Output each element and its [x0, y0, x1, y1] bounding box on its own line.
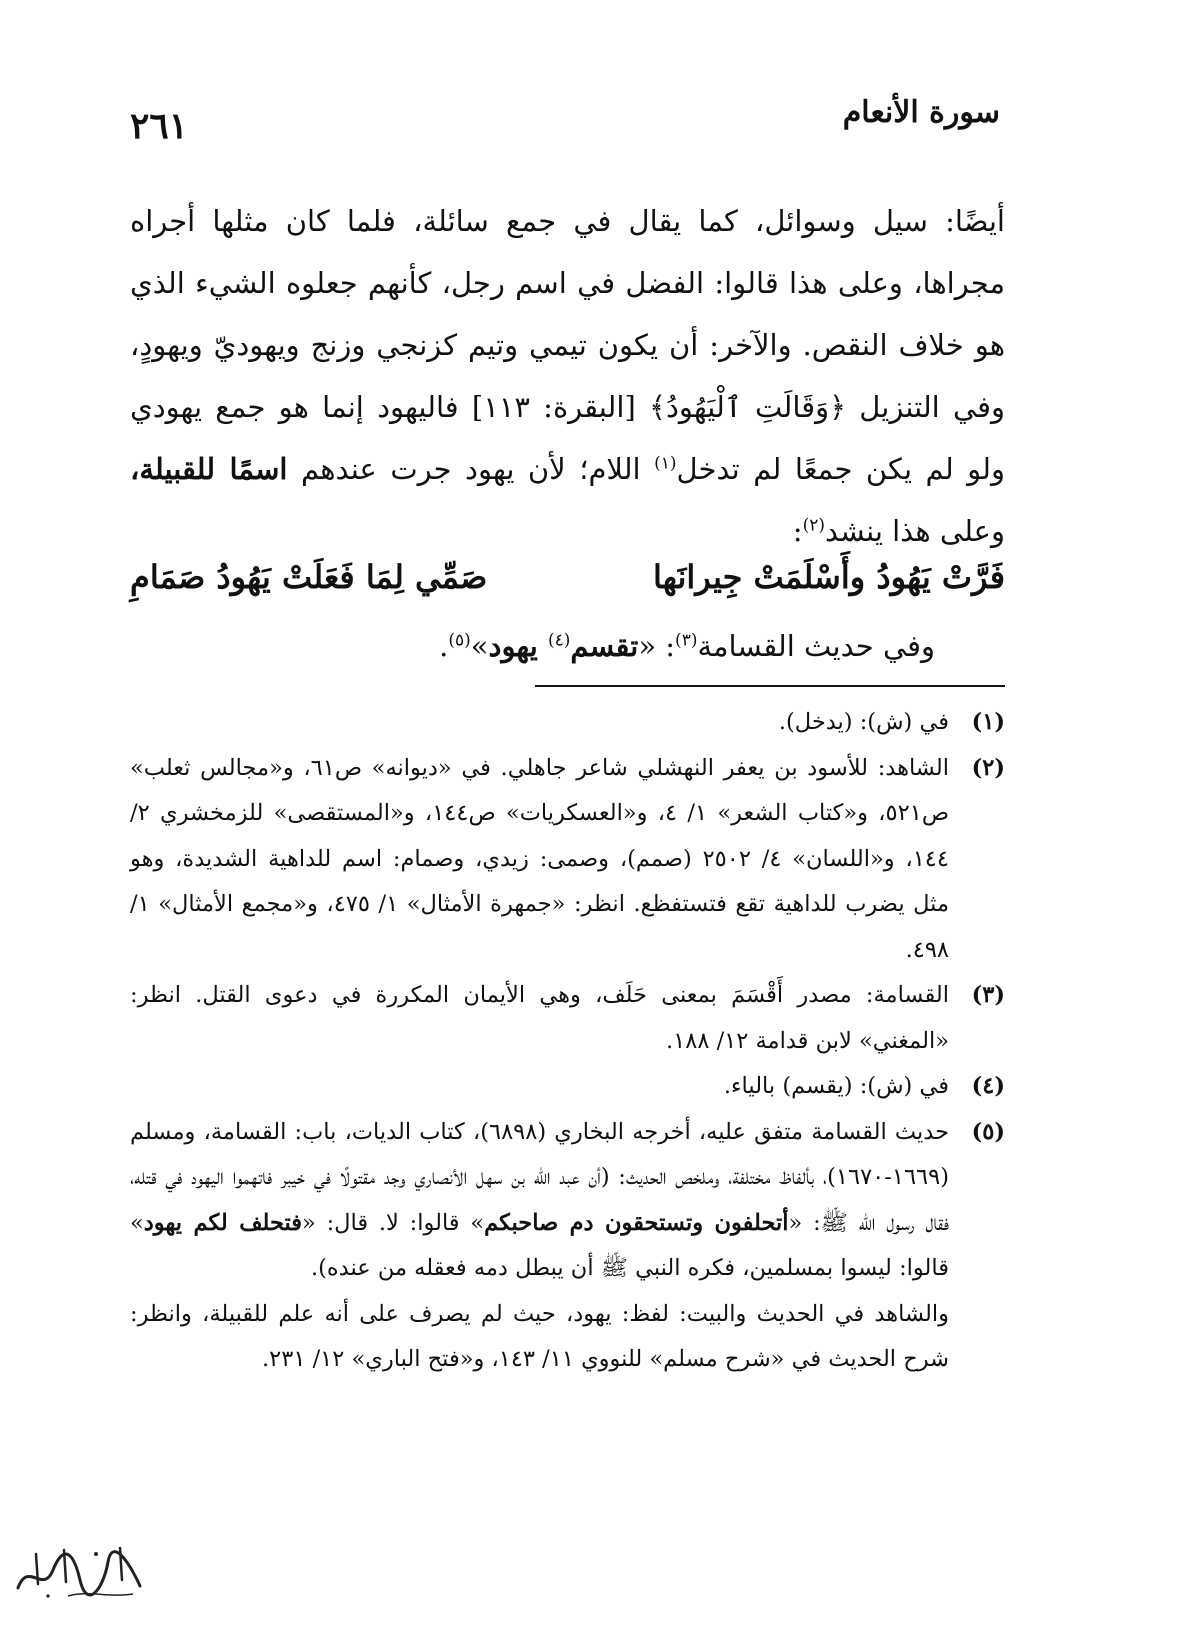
footnote-number: (٢) [971, 754, 1005, 781]
footnote-continuation: والشاهد في الحديث والبيت: لفظ: يهود، حيث لم يصرف على أنه علم للقبيلة، وانظر: شرح الحديث في «شرح مسلم» للنووي ١١/ ١٤٣، و«فتح الباري» ١٢/ ٢٣١. [130, 1300, 949, 1372]
footnote-item [130, 1110, 1005, 1292]
hadith-quote-bold: فتحلف لكم يهود [143, 1209, 303, 1236]
verse-first-hemistich: فَرَّتْ يَهُودُ وأَسْلَمَتْ جِيرانَها [653, 558, 1005, 596]
page-header [130, 95, 1000, 155]
main-text-part: : [792, 514, 803, 548]
footnote-text-part: » قالوا: ليسوا بمسلمين، فكره النبي ﷺ أن يبطل دمه فعقله من عنده). [130, 1209, 949, 1281]
main-text-part: أيضًا: سيل وسوائل، كما يقال في جمع سائلة، فلما كان مثلها أجراه مجراها، وعلى هذا قالوا: الفضل في اسم رجل، كأنهم جعلوه الشيء الذي هو خلاف النقص. والآخر: أن يكون تيمي وتيم كزنجي وزنج ويهوديّ ويهودٍ، وفي التنزيل ﴿وَقَالَتِ ٱلْيَهُودُ﴾ [البقرة: ١١٣] فاليهود إنما هو جمع يهودي ولو لم يكن جمعًا لم تدخل [130, 204, 1006, 486]
main-text-bold: اسمًا للقبيلة، [130, 452, 288, 486]
footnote-item [130, 700, 1005, 746]
footnote-text: القسامة: مصدر أَقْسَمَ بمعنى حَلَف، وهي الأيمان المكررة في دعوى القتل. انظر: «المغني» لابن قدامة ١٢/ ١٨٨. [130, 982, 949, 1054]
footnote-ref-1[interactable]: (١) [654, 453, 677, 474]
after-verse-text [130, 618, 935, 674]
footnote-text: في (ش): (يقسم) بالياء. [723, 1073, 949, 1099]
hadith-quote-bold: تقسم [570, 629, 639, 663]
hadith-quote-bold: يهود [488, 629, 548, 663]
footnote-number: (٣) [971, 982, 1005, 1008]
main-text-part: . [439, 629, 449, 663]
footnote-ref-5[interactable]: (٥) [448, 630, 471, 651]
footnote-ref-3[interactable]: (٣) [675, 630, 698, 651]
footnote-item [130, 973, 1005, 1064]
footnote-text [130, 1110, 949, 1292]
footnote-number: (٥) [971, 1118, 1005, 1145]
footnote-item [130, 746, 1005, 974]
surah-title: سورة الأنعام [842, 95, 1000, 130]
main-text-part: وفي حديث القسامة [697, 629, 935, 663]
main-text-part: اللام؛ لأن يهود جرت عندهم [287, 452, 655, 486]
footnote-item [130, 1064, 1005, 1110]
footnote-text-part: حديث القسامة متفق عليه، أخرجه البخاري (٦٨٩٨)، كتاب الديات، باب: القسامة، ومسلم (١٦٦٩-١٦٧٠)، بألفاظ مختلفة، وملخص الحديث: (أن عبد الله بن سهل الأنصاري وجد مقتولًا في خيبر فاتهموا اليهود في قتله، فقال رسول الله ﷺ: « [130, 1118, 949, 1236]
main-text-part: » [470, 629, 489, 663]
footnote-text: في (ش): (يدخل). [778, 709, 949, 735]
main-text [130, 190, 1005, 562]
hadith-quote-bold: أتحلفون وتستحقون دم صاحبكم [484, 1209, 789, 1236]
main-text-part: وعلى هذا ينشد [824, 514, 1005, 548]
footnote-text: الشاهد: للأسود بن يعفر النهشلي شاعر جاهلي. في «ديوانه» ص٦١، و«مجالس ثعلب» ص٥٢١، و«كتاب الشعر» ١/ ٤، و«العسكريات» ص١٤٤، و«المستقصى» للزمخشري ٢/ ١٤٤، و«اللسان» ٤/ ٢٥٠٢ (صمم)، وصمى: زيدي، وصمام: اسم للداهية الشديدة، وهو مثل يضرب للداهية تقع فتستفظع. انظر: «جمهرة الأمثال» ١/ ٤٧٥، و«مجمع الأمثال» ١/ ٤٩٨. [130, 754, 950, 963]
main-text-part: : « [638, 629, 676, 663]
verse-second-hemistich: صَمِّي لِمَا فَعَلَتْ يَهُودُ صَمَامِ [130, 558, 488, 596]
calligraphy-logo [8, 1540, 148, 1602]
main-paragraph [130, 190, 1005, 562]
footnote-text-part: » قالوا: لا. قال: « [302, 1209, 485, 1236]
footnote-number: (١) [971, 709, 1005, 735]
page-number: ٢٦١ [130, 105, 189, 147]
footnote-number: (٤) [971, 1073, 1005, 1099]
footnote-ref-4[interactable]: (٤) [547, 630, 571, 651]
footnote-separator [535, 685, 1005, 687]
poetry-verse [130, 558, 1005, 618]
footnotes [130, 700, 1005, 1383]
footnote-ref-2[interactable]: (٢) [802, 515, 825, 536]
